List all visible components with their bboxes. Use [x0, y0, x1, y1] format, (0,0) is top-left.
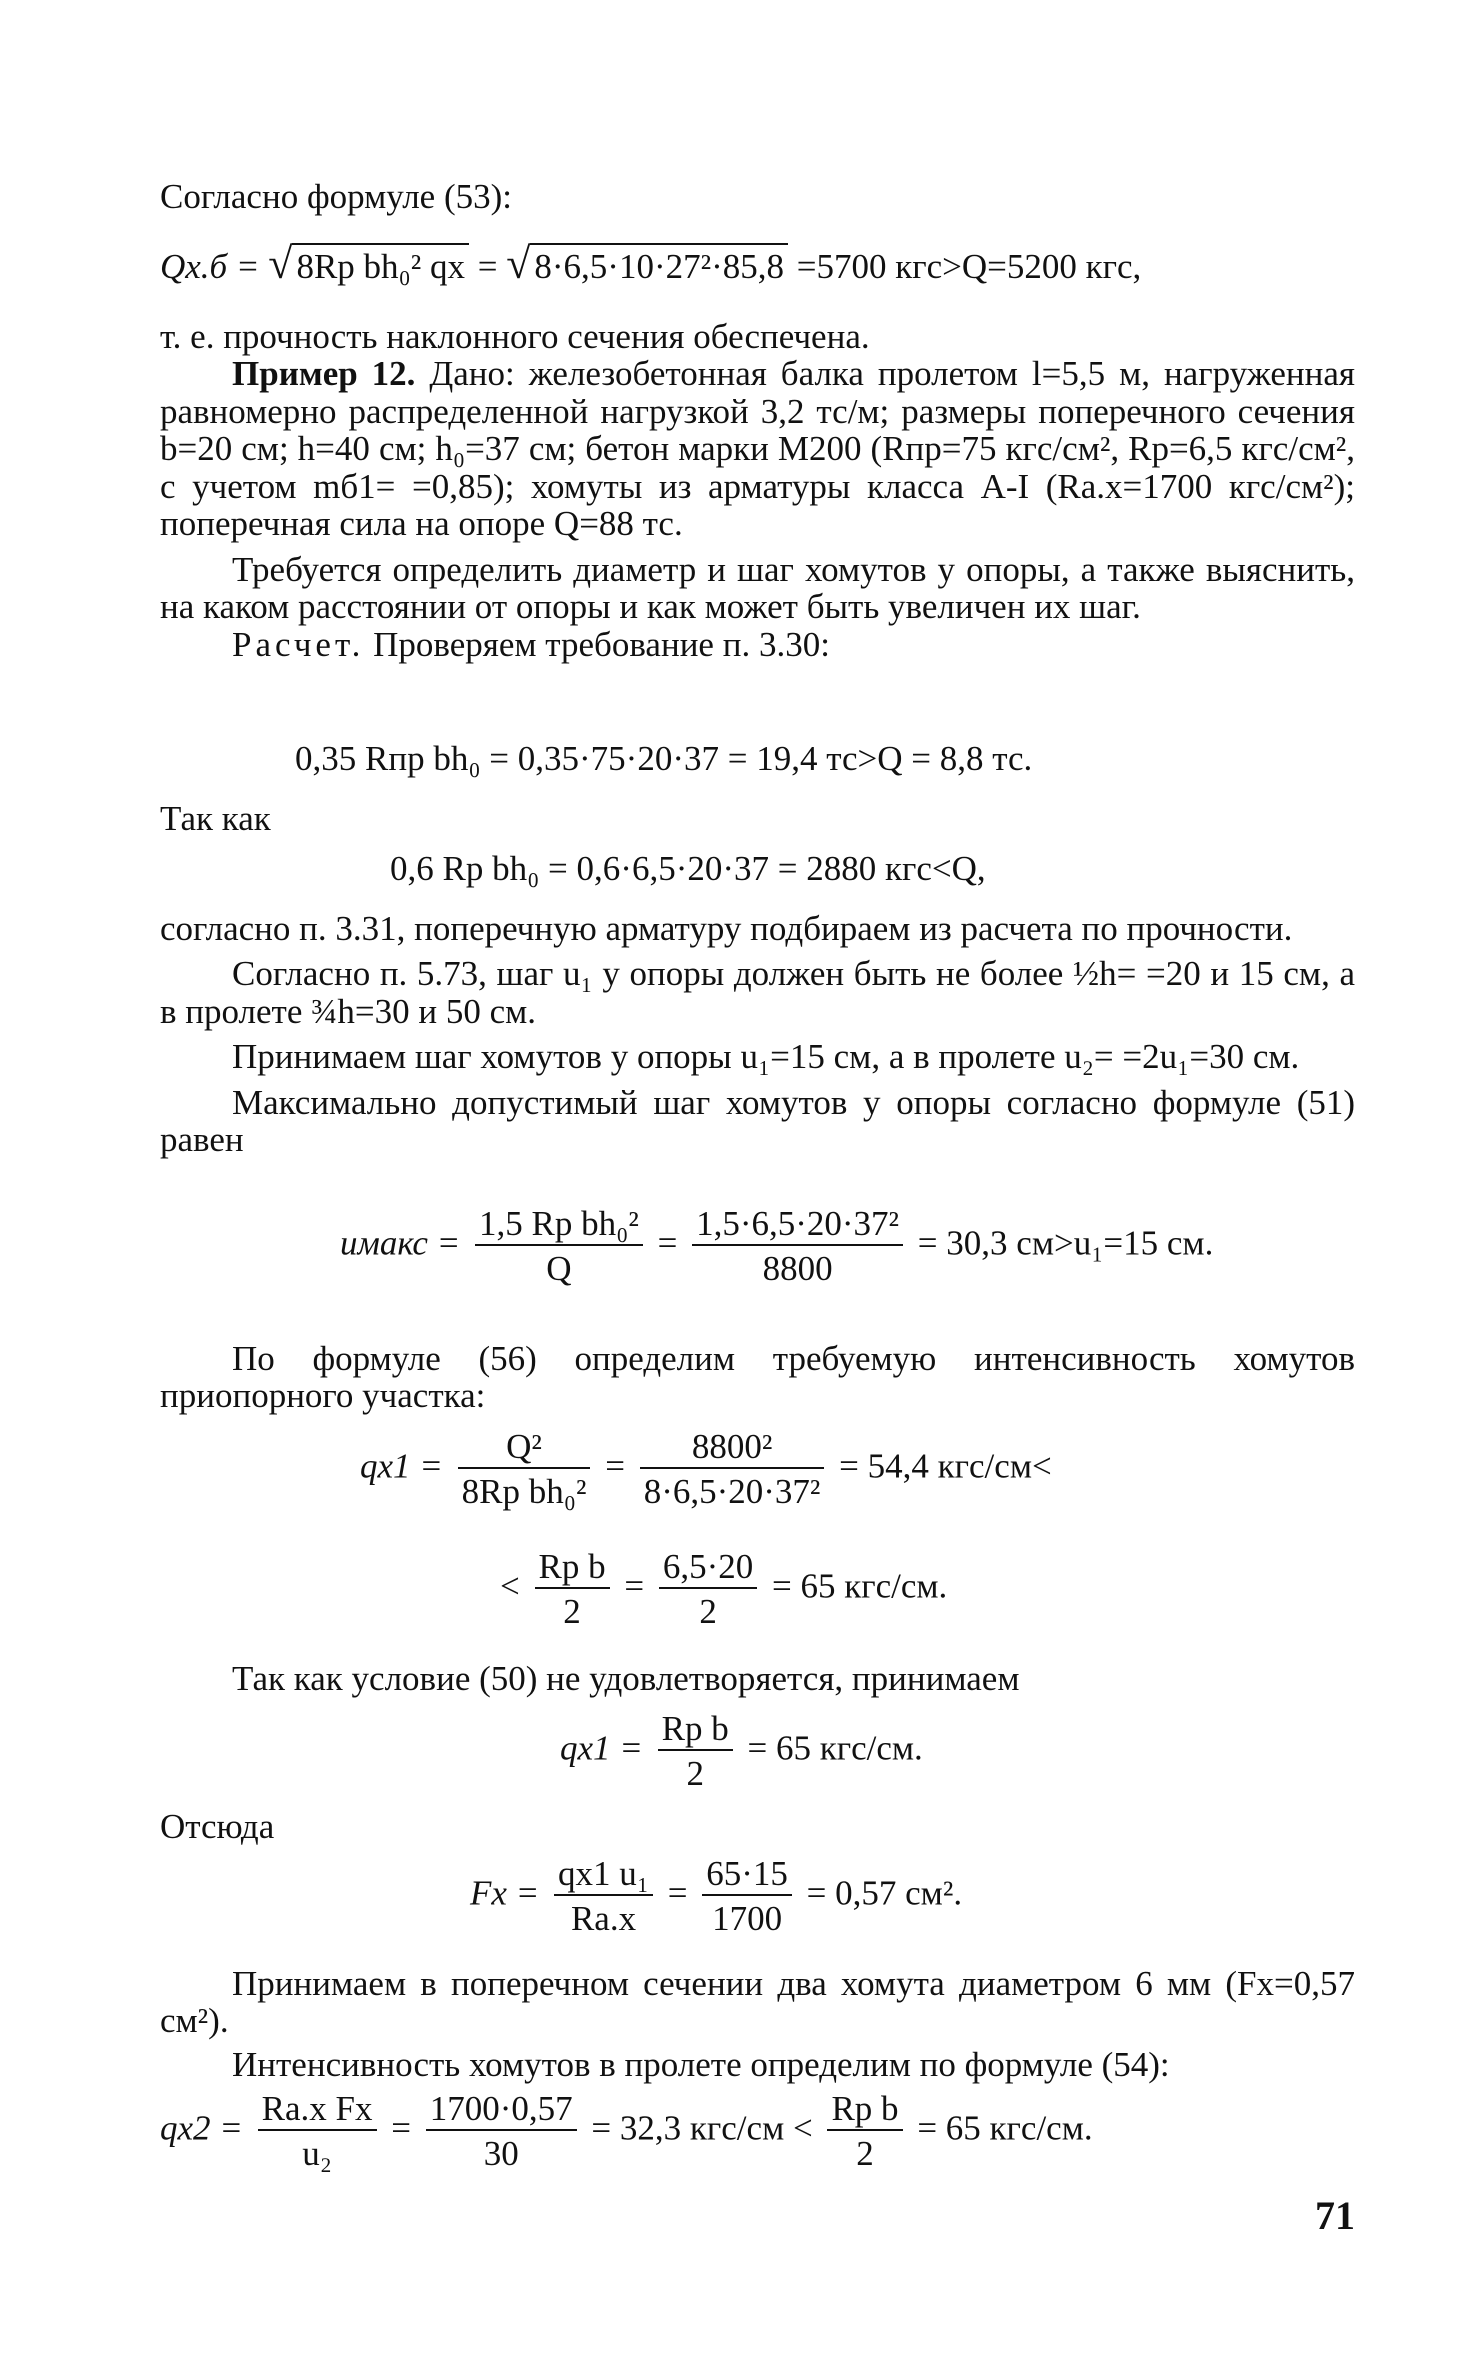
eq-sign: = [391, 2108, 412, 2148]
eq-qxb-mid: = [477, 247, 498, 286]
numerator: 6,5·20 [659, 1548, 757, 1589]
numerator: Q² [458, 1428, 591, 1469]
sqrt-sign-icon: √ [506, 239, 531, 288]
equation-qx1 [360, 1428, 1052, 1511]
example-text: Дано: железобетонная балка пролетом l=5,5 м, нагруженная равномерно распределенной нагрузкой 3,2 тс/м; размеры поперечного сечения b=20 см; h=40 см; h₀=37 см; бетон марки М200 (Rпр=75 кгс/см², Rр=6,5 кгс/см², с учетом mб1= =0,85); хомуты из арматуры класса А-I (Rа.х=1700 кгс/см²); поперечная сила на опоре Q=88 тс. [160, 354, 1356, 544]
paragraph-hence: Отсюда [160, 1807, 275, 1846]
text-block-intro [160, 178, 1355, 215]
paragraph-50: Так как условие (50) не удовлетворяется, принимаем [232, 1659, 1020, 1698]
eq-fx-lhs: Fх = [470, 1873, 540, 1913]
eq-qx2-rhs: = 65 кгс/см. [917, 2108, 1093, 2148]
paragraph-required: Требуется определить диаметр и шаг хомутов у опоры, а также выяснить, на каком расстоянии от опоры и как может быть увеличен их шаг. [160, 549, 1355, 627]
text-block-hence [160, 1808, 1355, 1845]
denominator: u₂ [302, 2134, 332, 2174]
eq-sign: = [667, 1873, 688, 1913]
fraction [702, 1855, 792, 1938]
fraction [475, 1205, 643, 1288]
equation-check: 0,35 Rпр bh₀ = 0,35·75·20·37 = 19,4 тс>Q = 8,8 тс. [295, 739, 1033, 778]
calc-label: Расчет. [232, 624, 365, 664]
paragraph-since: Так как [160, 799, 271, 838]
eq-qx1b-rhs: = 65 кгс/см. [772, 1566, 948, 1606]
paragraph-max-step: Максимально допустимый шаг хомутов у опоры согласно формуле (51) равен [160, 1082, 1355, 1160]
eq-qx1-rhs: = 54,4 кгс/см< [839, 1446, 1052, 1486]
paragraph-56: По формуле (56) определим требуемую интенсивность хомутов приопорного участка: [160, 1339, 1355, 1416]
fraction [535, 1548, 610, 1631]
denominator: 8·6,5·20·37² [643, 1472, 821, 1512]
denominator: 2 [563, 1592, 581, 1632]
denominator: 2 [856, 2134, 874, 2174]
fraction [692, 1205, 903, 1288]
numerator: 1,5 Rр bh₀² [475, 1205, 643, 1246]
denominator: 2 [699, 1592, 717, 1632]
equation-since: 0,6 Rр bh₀ = 0,6·6,5·20·37 = 2880 кгс<Q, [390, 849, 986, 888]
calc-text: Проверяем требование п. 3.30: [373, 624, 830, 664]
fraction [659, 1548, 757, 1631]
numerator: 8800² [640, 1428, 825, 1469]
eq-umax-rhs: = 30,3 см>u₁=15 см. [917, 1223, 1214, 1263]
numerator: Rа.х Fх [258, 2090, 377, 2131]
paragraph-strength: т. е. прочность наклонного сечения обеспечена. [160, 317, 870, 356]
fraction [640, 1428, 825, 1511]
equation-qx2 [160, 2090, 1093, 2173]
numerator: 1,5·6,5·20·37² [692, 1205, 903, 1246]
equation-fx [470, 1855, 962, 1938]
numerator: Rр b [827, 2090, 902, 2131]
paragraph-573: Согласно п. 5.73, шаг u₁ у опоры должен быть не более ½h= =20 и 15 см, а в пролете ¾h=30 и 50 см. [160, 954, 1355, 1031]
denominator: 1700 [712, 1899, 783, 1939]
fraction [426, 2090, 577, 2173]
eq-qxb-rhs: =5700 кгс>Q=5200 кгс, [796, 247, 1142, 286]
sqrt-sign-icon: √ [268, 239, 293, 288]
denominator: 2 [686, 1754, 704, 1794]
paragraph-331: согласно п. 3.31, поперечную арматуру подбираем из расчета по прочности. [160, 909, 1293, 948]
text-block-example [160, 318, 1355, 663]
eq-qxb-lhs: Qх.б = [160, 247, 260, 286]
text-block-since [160, 800, 1355, 837]
denominator: 8Rр bh₀² [461, 1472, 587, 1512]
paragraph-accept-step: Принимаем шаг хомутов у опоры u₁=15 см, а в пролете u₂= =2u₁=30 см. [232, 1037, 1300, 1077]
numerator: qх1 u₁ [554, 1855, 653, 1896]
page-number: 71 [1315, 2193, 1355, 2238]
eq-qx1b-lhs: < [500, 1566, 520, 1606]
numerator: Rр b [658, 1710, 733, 1751]
fraction [554, 1855, 653, 1938]
eq-qx1c-lhs: qх1 = [560, 1728, 643, 1768]
paragraph-accept-two: Принимаем в поперечном сечении два хомута диаметром 6 мм (Fх=0,57 см²). [160, 1964, 1355, 2041]
equation-qx1-b [500, 1548, 947, 1631]
eq-qxb-root1: 8Rр bh₀² qх [292, 243, 469, 286]
eq-umax-lhs: uмакс = [340, 1223, 461, 1263]
eq-sign: = [605, 1446, 625, 1486]
eq-qx2-lhs: qх2 = [160, 2108, 243, 2148]
paragraph-54: Интенсивность хомутов в пролете определим по формуле (54): [232, 2044, 1170, 2084]
numerator: Rр b [535, 1548, 610, 1589]
denominator: Q [546, 1249, 572, 1289]
paragraph-formula-53: Согласно формуле (53): [160, 177, 512, 216]
equation-qxb [160, 240, 1141, 287]
eq-qx2-mid: = 32,3 кгс/см < [591, 2108, 813, 2148]
text-block-two-stirrups [160, 1965, 1355, 2083]
fraction [258, 2090, 377, 2173]
numerator: 65·15 [702, 1855, 792, 1896]
text-block-50 [160, 1660, 1355, 1697]
eq-qx1c-rhs: = 65 кгс/см. [747, 1728, 923, 1768]
eq-qxb-root2: 8·6,5·10·27²·85,8 [530, 243, 788, 286]
numerator: 1700·0,57 [426, 2090, 577, 2131]
text-block-steps [160, 910, 1355, 1159]
fraction [827, 2090, 902, 2173]
fraction [458, 1428, 591, 1511]
equation-umax [340, 1205, 1213, 1288]
eq-sign: = [657, 1223, 678, 1263]
eq-fx-rhs: = 0,57 см². [806, 1873, 963, 1913]
denominator: 8800 [762, 1249, 833, 1289]
text-block-56 [160, 1340, 1355, 1415]
example-label: Пример 12. [232, 354, 416, 394]
paragraph-example-12 [160, 355, 1355, 542]
eq-qx1-lhs: qх1 = [360, 1446, 443, 1486]
fraction [658, 1710, 733, 1793]
eq-sign: = [624, 1566, 645, 1606]
denominator: 30 [483, 2134, 519, 2174]
equation-qx1-c [560, 1710, 923, 1793]
denominator: Rа.х [570, 1899, 637, 1939]
paragraph-calc [160, 626, 1355, 663]
